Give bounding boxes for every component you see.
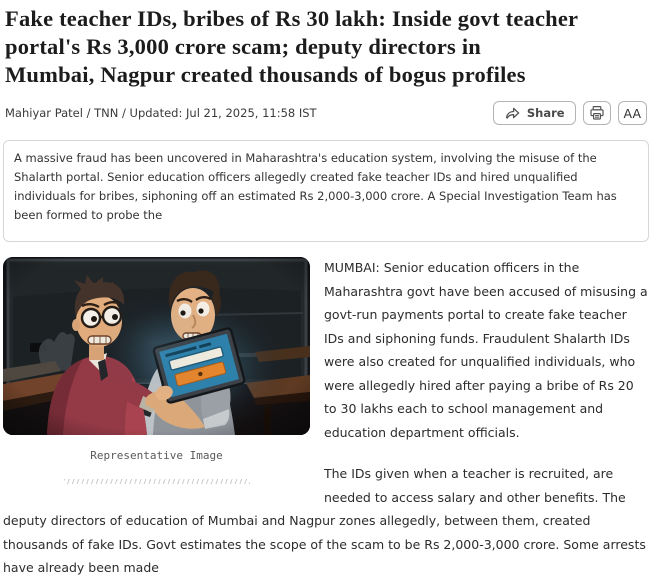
headline-line: Mumbai, Nagpur created thousands of bogus profiles — [5, 62, 526, 87]
headline-line: Fake teacher IDs, bribes of Rs 30 lakh: Inside govt teacher — [5, 6, 579, 31]
share-arrow-icon — [504, 106, 521, 120]
caption-divider — [64, 479, 250, 484]
article-figure — [3, 257, 310, 484]
summary-text: A massive fraud has been uncovered in Maharashtra's education system, involving the misuse of the Shalarth portal. Senior education officers allegedly created fake teacher IDs and hired unqualified individuals for bribes, siphoning off an estimated Rs 2,000-3,000 crore. A Special Investigation Team has been formed to probe the — [14, 151, 617, 222]
article-image — [3, 257, 310, 435]
page-title — [5, 5, 647, 89]
font-size-button[interactable] — [618, 101, 647, 125]
article-actions — [493, 101, 647, 125]
print-button[interactable] — [583, 101, 611, 125]
font-size-button-label: AA — [623, 105, 641, 121]
share-button-label: Share — [526, 106, 565, 120]
headline-line: portal's Rs 3,000 crore scam; deputy directors in — [5, 34, 482, 59]
article-summary-box — [3, 140, 649, 242]
article-page — [0, 5, 652, 580]
article-paragraph: MUMBAI: Senior education officers in the Maharashtra govt have been accused of misusing a govt-run payments portal to create fake teacher IDs and siphoning funds. Fraudulent Shalarth IDs were also created for unqualified individuals, who were allegedly hired after paying a bribe of Rs 20 to 30 lakhs each to school management and education department officials. — [324, 260, 648, 440]
cartoon-illustration — [3, 257, 310, 435]
printer-icon — [589, 105, 605, 121]
byline: Mahiyar Patel / TNN / Updated: Jul 21, 2025, 11:58 IST — [5, 106, 317, 120]
byline-row — [5, 100, 647, 126]
article-body — [3, 256, 649, 580]
article-paragraph: The IDs given when a teacher is recruited, are needed to access salary and other benefits. The deputy directors of education of Mumbai and Nagpur zones allegedly, between them, created thousands of fake IDs. Govt estimates the scope of the scam to be Rs 2,000-3,000 crore. Some arrests have already been made — [3, 466, 646, 575]
image-caption: Representative Image — [90, 449, 223, 462]
share-button[interactable] — [493, 101, 576, 125]
